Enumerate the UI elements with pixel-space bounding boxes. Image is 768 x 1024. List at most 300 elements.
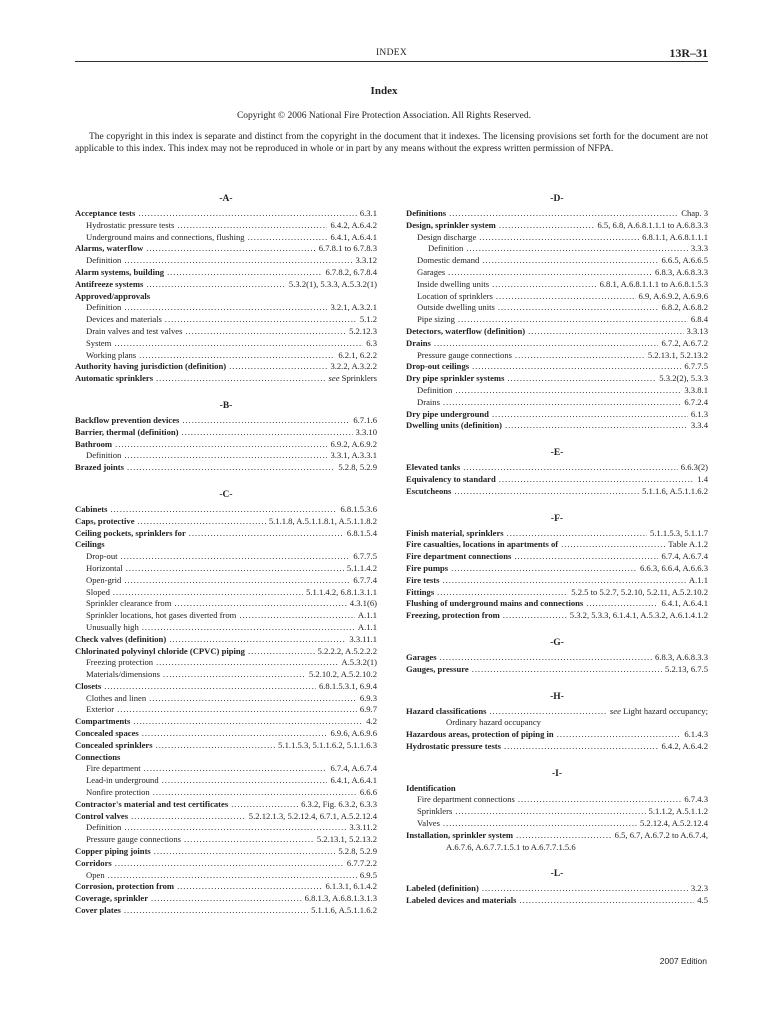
entry-reference: 3.3.12 [355,255,377,266]
entry-reference: 6.7.7.5 [684,361,708,372]
page-number: 13R–31 [669,46,708,60]
index-entry [75,243,377,255]
entry-term: Nonfire protection [86,787,150,798]
entry-term: Fire department connections [406,551,512,562]
index-section [406,190,708,432]
dot-leader [131,811,246,823]
dot-leader [498,302,659,314]
index-subentry [75,870,377,882]
entry-term: Acceptance tests [75,208,136,218]
entry-reference [329,373,377,385]
entry-term: Fire department connections [417,794,515,805]
entry-term: Open [86,869,105,880]
index-subentry [75,450,377,462]
dot-leader [115,858,344,870]
entry-reference: 6.1.4.3 [684,729,708,740]
entry-reference: 6.5, 6.8, A.6.8.1.1.1 to A.6.8.3.3 [597,219,708,230]
index-column-left [75,190,377,929]
entry-reference: 6.6.5, A.6.6.5 [661,255,708,266]
entry-reference: 5.2.8, 5.2.9 [338,846,377,857]
index-entry [75,291,377,303]
entry-reference: 5.1.1.8, A.5.1.1.8.1, A.5.1.1.8.2 [268,515,377,526]
entry-term: Fittings [406,586,435,597]
entry-term: Exterior [86,704,115,715]
entry-term: Finish material, sprinklers [406,527,504,538]
entry-reference: 6.3.2, Fig. 6.3.2, 6.3.3 [301,798,377,809]
dot-leader [154,846,336,858]
entry-reference: 5.2.13.1, 5.2.13.2 [316,834,377,845]
entry-reference-continuation: A.6.7.6, A.6.7.7.1.5.1 to A.6.7.7.1.5.6 [446,841,576,852]
dot-leader [162,775,328,787]
index-entry [75,634,377,646]
dot-leader [451,563,637,575]
entry-term: Alarm systems, building [75,266,165,277]
entry-term: System [86,337,112,348]
entry-term: Equivalency to standard [406,473,496,484]
edition-footer: 2007 Edition [659,956,707,966]
dot-leader [124,255,352,267]
entry-reference: 6.6.3, 6.6.4, A.6.6.3 [639,562,708,573]
dot-leader [520,895,695,907]
dot-leader [492,409,688,421]
index-entry [406,664,708,676]
entry-term: Corrosion, protection from [75,881,175,892]
entry-reference: 5.1.1.5.3, 5.1.1.6.2, 5.1.1.6.3 [278,739,377,750]
entry-term: Ceiling pockets, sprinklers for [75,527,186,538]
index-entry [406,528,708,540]
entry-reference: 6.8.1.5.4 [346,527,377,538]
entry-reference: 6.8.3, A.6.8.3.3 [655,266,708,277]
dot-leader [440,652,652,664]
entry-reference: 6.8.1, A.6.8.1.1.1 to A.6.8.1.5.3 [599,278,708,289]
entry-reference: 5.2.12.3 [349,325,377,336]
copyright-line: Copyright © 2006 National Fire Protection Association. All Rights Reserved. [236,111,532,121]
entry-term: Hazard classifications [406,705,487,716]
dot-leader [153,787,357,799]
entry-term: Definition [417,384,453,395]
entry-term: Cabinets [75,503,108,514]
index-entry [406,895,708,907]
dot-leader [472,664,662,676]
index-section [75,486,377,917]
index-subentry [75,693,377,705]
section-letter-heading: -I- [551,768,563,779]
dot-leader [499,474,694,486]
entry-term: Garages [406,651,437,662]
index-entry [406,587,708,599]
entry-term: Concealed spaces [75,728,139,739]
index-entry [406,741,708,753]
index-entry [75,752,377,764]
dot-leader [248,646,315,658]
index-entry [75,415,377,427]
dot-leader [156,657,338,669]
entry-reference: 5.2.13.1, 5.2.13.2 [647,349,708,360]
index-entry [406,361,708,373]
dot-leader [455,385,681,397]
dot-leader [516,830,612,842]
entry-term: Horizontal [86,562,123,573]
entry-term: Backflow prevention devices [75,414,180,425]
entry-reference: 3.3.8.1 [684,384,708,395]
entry-term: Materials/dimensions [86,669,160,680]
entry-term: Unusually high [86,621,139,632]
entry-term: Definition [86,302,122,313]
see-reference-target: Sprinklers [341,373,377,384]
section-letter-heading: -H- [550,691,564,702]
entry-term: Pressure gauge connections [86,834,181,845]
dot-leader [496,291,636,303]
entry-term: Escutcheons [406,485,452,496]
entry-reference: 6.4.1, A.6.4.1 [330,775,377,786]
index-entry [75,893,377,905]
entry-reference: 3.3.10 [355,426,377,437]
index-entry [406,575,708,587]
index-subentry [406,267,708,279]
entry-reference: 5.1.1.2, A.5.1.1.2 [648,806,708,817]
index-entry [75,427,377,439]
entry-term: Antifreeze systems [75,278,144,289]
entry-term: Gauges, pressure [406,663,469,674]
entry-reference: 6.9.2, A.6.9.2 [330,438,377,449]
index-entry [75,208,377,220]
entry-term: Cover plates [75,905,121,916]
running-header-section: INDEX [375,48,408,58]
entry-reference: 6.7.1.6 [353,414,377,425]
dot-leader [514,551,658,563]
dot-leader [458,314,688,326]
index-section [406,510,708,622]
dot-leader [117,704,357,716]
dot-leader [115,439,327,451]
index-subentry [406,806,708,818]
entry-term: Fire pumps [406,562,449,573]
dot-leader [127,462,335,474]
section-letter-heading: -E- [550,448,564,459]
page-title: Index [370,85,398,97]
entry-reference: 6.1.3.1, 6.1.4.2 [325,881,377,892]
entry-reference: 5.2.13, 6.7.5 [665,663,708,674]
entry-term: Pipe sizing [417,314,455,325]
entry-reference: 3.3.11.1 [349,633,377,644]
dot-leader [507,528,647,540]
dot-leader [449,208,678,220]
entry-reference: 6.5, 6.7, A.6.7.2 to A.6.7.4, [614,829,708,840]
entry-reference: 6.2.1, 6.2.2 [338,349,377,360]
index-entry [406,551,708,563]
dot-leader [463,462,678,474]
entry-reference: 6.7.4, A.6.7.4 [661,551,708,562]
dot-leader [561,539,665,551]
entry-reference: 5.3.2(2), 5.3.3 [659,373,708,384]
section-letter-heading: -L- [550,869,564,880]
entry-reference: 5.2.8, 5.2.9 [338,462,377,473]
header-rule [75,61,708,62]
dot-leader [144,763,328,775]
entry-reference: 6.9.3 [359,692,377,703]
entry-term: Definition [86,450,122,461]
entry-reference: 1.4 [697,473,708,484]
entry-reference: 6.4.1, A.6.4.1 [330,231,377,242]
index-entry [406,326,708,338]
index-entry [75,811,377,823]
entry-reference: 6.8.1.1, A.6.8.1.1.1 [642,231,708,242]
entry-term: Dry pipe underground [406,408,489,419]
index-subentry [75,255,377,267]
entry-term: Freezing, protection from [406,610,500,621]
dot-leader [454,486,639,498]
dot-leader [142,728,328,740]
entry-reference: 5.1.1.4.2, 6.8.1.3.1.1 [306,586,377,597]
entry-term: Approved/approvals [75,290,151,301]
entry-reference: 3.3.1, A.3.3.1 [330,450,377,461]
dot-leader [189,528,344,540]
index-entry [75,681,377,693]
entry-reference: 3.3.4 [690,420,708,431]
dot-leader [489,706,606,718]
section-letter-heading: -A- [219,194,233,204]
entry-term: Check valves (definition) [75,633,167,644]
entry-reference: A.1.1 [688,574,708,585]
dot-leader [515,350,645,362]
entry-term: Sprinklers [417,806,453,817]
entry-reference: 6.8.2, A.6.8.2 [661,302,708,313]
entry-term: Hydrostatic pressure tests [406,740,502,751]
index-entry [406,409,708,421]
entry-term: Labeled (definition) [406,883,479,894]
entry-reference: 5.3.2(1), 5.3.3, A.5.3.2(1) [288,278,377,289]
dot-leader [151,893,302,905]
entry-reference: 6.7.2, A.6.7.2 [661,337,708,348]
entry-term: Sloped [86,586,110,597]
index-entry [406,706,708,718]
dot-leader [504,741,658,753]
index-subentry [406,279,708,291]
entry-reference: 3.2.1, A.3.2.1 [330,302,377,313]
entry-reference: 6.7.7.5 [353,551,377,562]
entry-reference: 3.3.11.2 [349,822,377,833]
entry-reference: 6.7.7.4 [353,574,377,585]
dot-leader [482,255,658,267]
entry-term: Outside dwelling units [417,302,495,313]
entry-term: Control valves [75,810,129,821]
dot-leader [443,575,686,587]
entry-term: Underground mains and connections, flushing [86,231,245,242]
index-entry [406,883,708,895]
entry-term: Alarms, waterflow [75,243,144,254]
index-entry [406,830,708,842]
entry-term: Pressure gauge connections [417,349,512,360]
index-subentry [406,794,708,806]
section-letter-heading: -F- [550,513,564,524]
entry-reference: 5.2.2.2, A.5.2.2.2 [317,645,377,656]
index-entry [406,486,708,498]
entry-term: Automatic sprinklers [75,373,154,384]
dot-leader [503,610,567,622]
dot-leader [156,740,276,752]
index-section [406,444,708,497]
entry-term: Definition [428,243,464,254]
index-subentry [75,575,377,587]
entry-reference: 5.1.1.5.3, 5.1.1.7 [649,527,708,538]
index-section [75,397,377,474]
index-entry [406,220,708,232]
dot-leader [108,870,357,882]
index-entry [406,652,708,664]
dot-leader [185,326,346,338]
entry-term: Labeled devices and materials [406,895,517,906]
entry-term: Definition [86,255,122,266]
section-letter-heading: -D- [550,194,564,204]
index-subentry [75,350,377,362]
section-letter-heading: -B- [219,400,233,411]
entry-reference: 6.6.3(2) [680,462,708,473]
index-section [406,688,708,753]
dot-leader [139,350,335,362]
dot-leader [146,279,286,291]
entry-reference: 6.4.2, A.6.4.2 [330,219,377,230]
index-subentry [406,302,708,314]
dot-leader [434,338,659,350]
dot-leader [239,610,355,622]
dot-leader [133,716,363,728]
index-entry [75,799,377,811]
dot-leader [466,243,687,255]
index-entry [406,208,708,220]
entry-term: Contractor's material and test certificates [75,798,229,809]
dot-leader [231,799,298,811]
entry-term: Connections [75,751,121,762]
dot-leader [149,693,357,705]
section-letter-heading: -G- [550,637,564,648]
dot-leader [167,267,322,279]
entry-term: Copper piping joints [75,846,151,857]
entry-reference: 5.2.10.2, A.5.2.10.2 [308,669,377,680]
entry-term: Dwelling units (definition) [406,420,502,431]
entry-reference: 4.5 [697,895,708,906]
entry-term: Inside dwelling units [417,278,490,289]
entry-term: Sprinkler clearance from [86,598,172,609]
entry-reference: 3.3.3 [690,243,708,254]
dot-leader [448,267,652,279]
index-subentry [75,326,377,338]
index-entry [406,462,708,474]
dot-leader [479,232,639,244]
index-entry [75,361,377,373]
index-section [406,634,708,676]
index-entry [75,504,377,516]
entry-reference: 4.2 [366,716,377,727]
dot-leader [505,420,688,432]
entry-reference: 6.6.6 [359,787,377,798]
index-subentry [75,763,377,775]
entry-term: Drains [417,396,440,407]
entry-term: Bathroom [75,438,113,449]
see-reference-label: see [328,373,340,384]
index-entry [75,267,377,279]
entry-reference: 6.9.5 [359,869,377,880]
see-reference-label: see [609,705,621,716]
index-entry [75,528,377,540]
entry-term: Caps, protective [75,515,135,526]
entry-term: Fire tests [406,574,440,585]
dot-leader [124,822,346,834]
index-subentry [406,385,708,397]
running-header [75,46,708,62]
dot-leader [437,587,568,599]
entry-term: Chlorinated polyvinyl chloride (CPVC) piping [75,645,245,656]
entry-term: Location of sprinklers [417,290,493,301]
dot-leader [499,220,595,232]
index-entry [406,598,708,610]
dot-leader [557,729,682,741]
entry-reference: A.1.1 [357,610,377,621]
index-subentry [75,220,377,232]
entry-reference: 3.2.2, A.3.2.2 [330,361,377,372]
entry-reference: 5.1.1.4.2 [346,562,377,573]
dot-leader [165,314,357,326]
entry-reference: 6.3 [366,337,377,348]
index-subentry [75,704,377,716]
entry-reference: 6.9.7 [359,704,377,715]
index-section [406,865,708,907]
copyright-notice: The copyright in this index is separate and distinct from the copyright in the document that it indexes. The licensing provisions set forth for the document are not applicable to this index. This index may not be reproduced in whole or in part by any means without the express written permission of NFPA. [75,132,708,155]
entry-term: Drains [406,337,431,348]
entry-reference: 6.9, A.6.9.2, A.6.9.6 [638,290,708,301]
dot-leader [138,516,266,528]
index-subentry [75,232,377,244]
entry-term: Devices and materials [86,314,162,325]
dot-leader [124,302,327,314]
entry-term: Elevated tanks [406,462,461,473]
dot-leader [184,834,314,846]
index-entry [406,420,708,432]
dot-leader [455,806,645,818]
dot-leader [177,881,322,893]
entry-term: Brazed joints [75,462,124,473]
dot-leader [114,338,363,350]
entry-term: Flushing of underground mains and connections [406,598,584,609]
index-column-right [406,190,708,919]
entry-term: Ceilings [75,539,105,550]
index-subentry [75,622,377,634]
index-section [75,190,377,385]
index-entry [75,881,377,893]
entry-reference: Table A.1.2 [668,539,708,550]
index-subentry [406,243,708,255]
index-entry [75,516,377,528]
entry-reference: 6.7.4, A.6.7.4 [330,763,377,774]
entry-term: Open-grid [86,574,122,585]
index-subentry [75,669,377,681]
entry-term: Valves [417,818,440,829]
index-subentry [75,598,377,610]
entry-term: Domestic demand [417,255,480,266]
index-entry [406,474,708,486]
index-entry [75,279,377,291]
entry-term: Hydrostatic pressure tests [86,219,175,230]
dot-leader [110,504,337,516]
dot-leader [443,818,637,830]
dot-leader [146,243,315,255]
entry-term: Barrier, thermal (definition) [75,426,179,437]
dot-leader [518,794,682,806]
entry-reference: 6.4.2, A.6.4.2 [661,740,708,751]
entry-term: Coverage, sprinkler [75,893,149,904]
entry-reference: 3.2.3 [690,883,708,894]
entry-reference: A.5.3.2(1) [341,657,377,668]
entry-term: Dry pipe sprinkler systems [406,373,505,384]
